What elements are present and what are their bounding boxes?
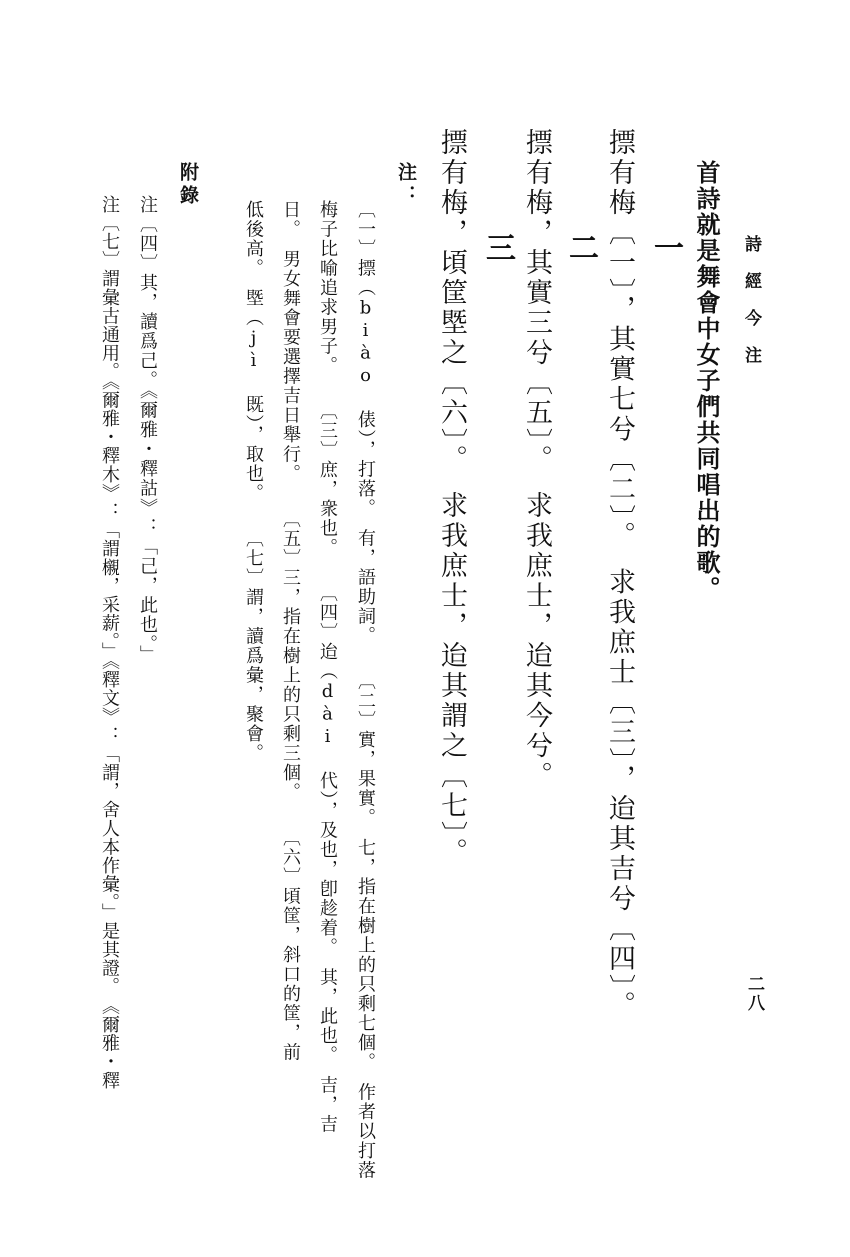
note-6: 〔六〕頃筐，斜口的筐，前 — [280, 828, 301, 1062]
note-6-cont: 低後高。 塈（jì 既），取也。 — [243, 200, 264, 503]
stanza-number-1: 一 — [648, 232, 683, 262]
intro-text: 首詩就是舞會中女子們共同唱出的歌。 — [692, 160, 721, 602]
note-2: 〔二〕實，果實。 七，指在樹上的只剩七個。 作者以打落 — [355, 671, 376, 1180]
note-5: 〔五〕三，指在樹上的只剩三個。 — [280, 509, 301, 802]
note-column-2 — [318, 200, 336, 1134]
page-number: 二八 — [744, 975, 764, 1013]
note-1: 〔一〕摽（biào 俵），打落。 有，語助詞。 — [355, 200, 376, 646]
stanza-number-2: 二 — [563, 232, 598, 262]
stanza-text-1: 摽有梅〔一〕，其實七兮〔二〕。 求我庶士〔三〕，迨其吉兮〔四〕。 — [604, 128, 635, 1021]
stanza-text-3: 摽有梅，頃筐塈之〔六〕。 求我庶士，迨其謂之〔七〕。 — [436, 128, 467, 868]
appendix-label: 附錄 — [177, 162, 199, 208]
note-7: 〔七〕謂，讀爲彙，聚會。 — [243, 529, 264, 763]
appendix-line-1: 注〔四〕其，讀爲己。《爾雅・釋詁》：「己，此也。」 — [137, 195, 158, 665]
stanza-text-2: 摽有梅，其實三兮〔五〕。 求我庶士，迨其今兮。 — [521, 128, 552, 791]
note-column-3 — [281, 200, 299, 1062]
notes-label: 注： — [395, 162, 417, 208]
appendix-line-2: 注〔七〕謂彙古通用。《爾雅・釋木》：「謂櫬，采薪。」《釋文》：「謂，舍人本作彙。」是其證。 《爾雅・釋 — [99, 195, 120, 1090]
note-3: 〔三〕庶，衆也。 — [317, 401, 338, 558]
note-4-cont: 日。 男女舞會要選擇吉日舉行。 — [280, 200, 301, 484]
note-column-4 — [244, 200, 262, 763]
note-4: 〔四〕迨（dài 代），及也，卽趁着。 其，此也。 吉，吉 — [317, 583, 338, 1134]
stanza-number-3: 三 — [480, 232, 515, 262]
note-column-1 — [356, 200, 374, 1180]
running-header: 詩經今注 — [741, 235, 761, 383]
note-2-cont: 梅子比喻追求男子。 — [317, 200, 338, 376]
